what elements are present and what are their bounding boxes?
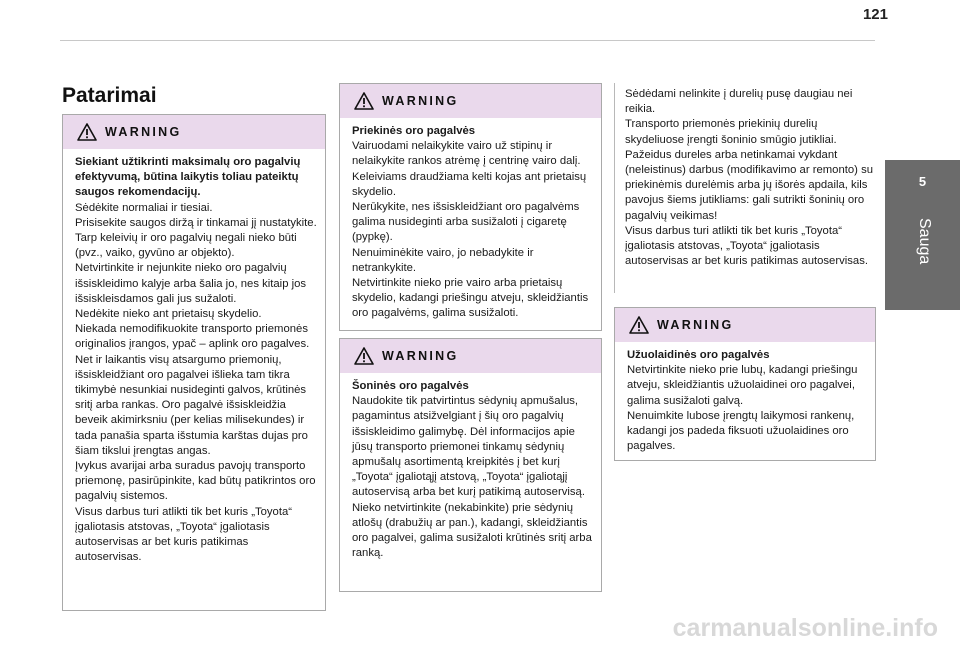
header-divider bbox=[60, 40, 875, 41]
warning-box-front-airbags bbox=[339, 83, 602, 331]
warning-label: WARNING bbox=[382, 94, 459, 108]
warning-triangle-icon bbox=[354, 92, 374, 110]
warning-triangle-icon bbox=[77, 123, 97, 141]
warning-title: Šoninės oro pagalvės bbox=[352, 380, 469, 392]
page-number: 121 bbox=[862, 6, 888, 23]
warning-title: Siekiant užtikrinti maksimalų oro pagalvių efektyvumą, būtina laikytis toliau pateiktų saugos rekomendacijų. bbox=[75, 156, 301, 199]
warning-title: Užuolaidinės oro pagalvės bbox=[627, 349, 770, 361]
warning-triangle-icon bbox=[629, 316, 649, 334]
warning-label: WARNING bbox=[105, 125, 182, 139]
warning-body: Netvirtinkite nieko prie lubų, kadangi priešingu atveju, skleidžiantis užuolaidinei oro pagalvei, galima susižaloti galvą. Nenuimkite lubose įrengtų laikymosi rankenų, kadangi jos padeda fiksuoti užuolaidines oro pagalves. bbox=[627, 364, 858, 453]
chapter-number: 5 bbox=[918, 174, 927, 189]
warning-header bbox=[63, 115, 325, 149]
chapter-label: Sauga bbox=[916, 218, 933, 265]
warning-header bbox=[340, 84, 601, 118]
chapter-tab[interactable] bbox=[885, 160, 960, 310]
warning-box-side-airbags bbox=[339, 338, 602, 592]
warning-title: Priekinės oro pagalvės bbox=[352, 125, 476, 137]
continued-warning-text: Sėdėdami nelinkite į durelių pusę daugiau nei reikia. Transporto priemonės priekinių durelių skydeliuose įrengti šoninio smūgio jutikliai. Pažeidus dureles arba netinkamai vykdant (neleistinus) darbus (modifikavimo ar remonto) su priekinėmis durelėmis arba jų išorės apdaila, kils pavojus šiems jutikliams: gali sutrikti šoninių oro pagalvių veikimas! Visus darbus turi atlikti tik bet kuris „Toyota“ įgaliotasis atstovas, „Toyota“ įgaliotasis autoservisas ar bet kuris patikimas autoservisas. bbox=[614, 83, 876, 293]
warning-header bbox=[615, 308, 875, 342]
warning-label: WARNING bbox=[382, 349, 459, 363]
warning-box-curtain-airbags bbox=[614, 307, 876, 461]
warning-triangle-icon bbox=[354, 347, 374, 365]
watermark: carmanualsonline.info bbox=[672, 614, 938, 642]
warning-box-airbag-safety bbox=[62, 114, 326, 611]
warning-body: Naudokite tik patvirtintus sėdynių apmušalus, pagamintus atsižvelgiant į šių oro pagalvių išsiskleidimo galimybę. Dėl informacijos apie jūsų transporto priemonei tinkamų sėdynių apmušalų asortimentą kreipkitės į bet kurį „Toyota“ įgaliotąjį atstovą, „Toyota“ įgaliotąjį autoservisą arba bet kurį patikimą autoservisą. Nieko netvirtinkite (nekabinkite) prie sėdynių atlošų (drabužių ar pan.), kadangi, skleidžiantis oro pagalvei, galima susižaloti krūtinės sritį arba ranką. bbox=[352, 395, 592, 560]
warning-body: Vairuodami nelaikykite vairo už stipinų ir nelaikykite rankos atrėmę į centrinę vairo dalį. Keleiviams draudžiama kelti kojas ant prietaisų skydelio. Nerūkykite, nes išsiskleidžiant oro pagalvėms galima nusideginti arba susižaloti į cigaretę (pypkę). Nenuiminėkite vairo, jo nebadykite ir netrankykite. Netvirtinkite nieko prie vairo arba prietaisų skydelio, kadangi priešingu atveju, skleidžiantis oro pagalvėms, galima susižaloti. bbox=[352, 140, 589, 320]
warning-label: WARNING bbox=[657, 318, 734, 332]
warning-body: Sėdėkite normaliai ir tiesiai. Prisisekite saugos diržą ir tinkamai jį nustatykite. Tarp keleivių ir oro pagalvių negali nieko būti (pvz., vaiko, gyvūno ar objekto). Netvirtinkite ir nejunkite nieko oro pagalvių išsiskleidimo kalyje arba šalia jo, nes kitaip jos išsiskleisdamos gali jus sužaloti. Nedėkite nieko ant prietaisų skydelio. Niekada nemodifikuokite transporto priemonės originalios įrangos, ypač – aplink oro pagalves. Net ir laikantis visų atsargumo priemonių, išsiskleidžiant oro pagalvei išlieka tam tikra tikimybė nesunkiai nusideginti galvos, krūtinės sritį arba rankas. Oro pagalvė išsiskleidžia beveik akimirksniu (per kelias milisekundes) ir tada panašia sparta išstumia karštas dujas pro šiam tikslui įrengtas angas. Įvykus avarijai arba suradus pavojų transporto priemonę, pasirūpinkite, kad būtų patikrintos oro pagalvių sistemos. Visus darbus turi atlikti tik bet kuris „Toyota“ įgaliotasis atstovas, „Toyota“ įgaliotasis autoservisas ar bet kuris patikimas autoservisas. bbox=[75, 201, 317, 564]
section-title: Patarimai bbox=[62, 84, 157, 107]
warning-header bbox=[340, 339, 601, 373]
